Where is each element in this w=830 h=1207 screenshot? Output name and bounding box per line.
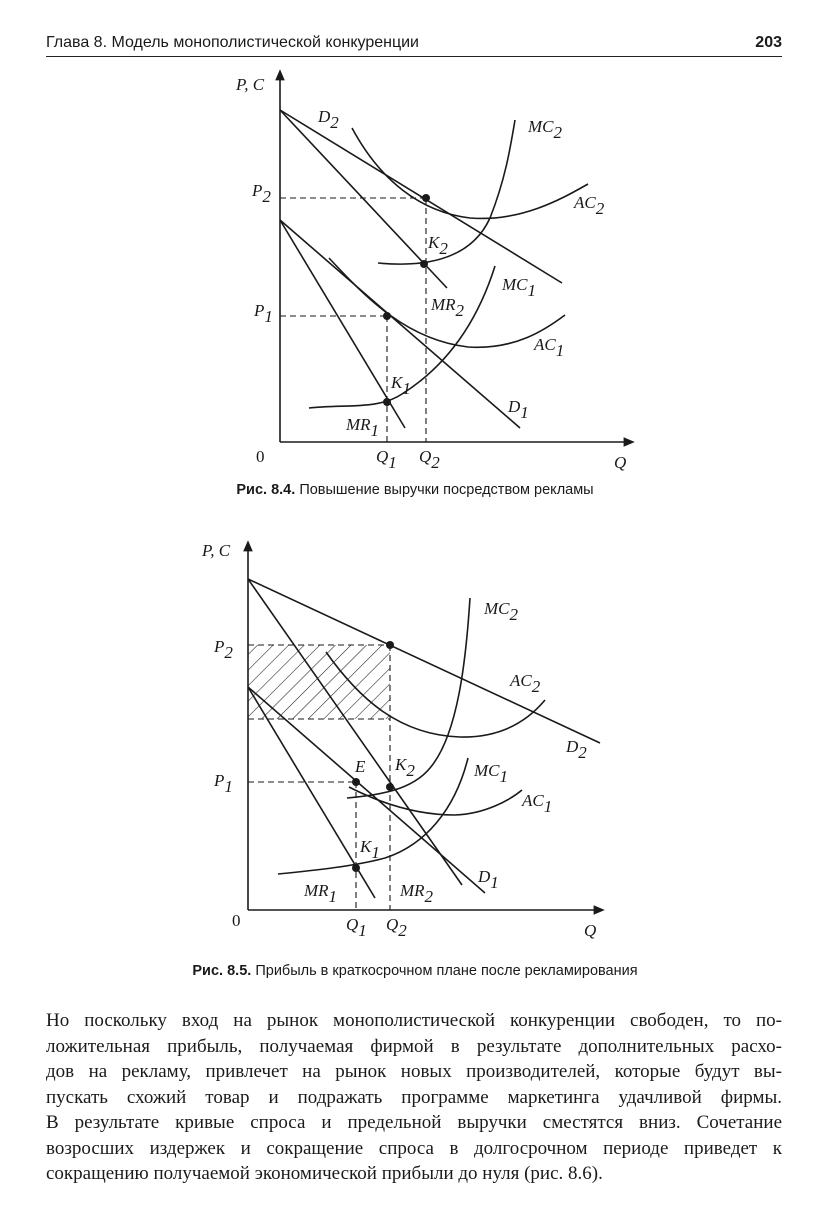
svg-text:MC2: MC2	[484, 599, 518, 624]
point-k1	[383, 398, 391, 406]
paragraph-line: ложительная прибыль, получаемая фирмой в результате дополнительных расхо-	[46, 1035, 782, 1057]
svg-text:AC1: AC1	[522, 791, 553, 816]
svg-text:K2: K2	[428, 233, 448, 258]
point-d2-ac2	[422, 194, 430, 202]
svg-text:D1: D1	[478, 867, 499, 892]
figure-8-4-caption: Рис. 8.4. Повышение выручки посредством рекламы	[236, 482, 594, 498]
point-d1-ac1	[383, 312, 391, 320]
figure-8-5-caption: Рис. 8.5. Прибыль в краткосрочном плане после рекламирования	[192, 963, 638, 979]
x-axis-label: Q	[584, 921, 597, 940]
svg-text:Q1: Q1	[346, 915, 367, 940]
chapter-title: Глава 8. Модель монополистической конкуренции	[46, 34, 419, 51]
svg-text:D2: D2	[566, 737, 587, 762]
figure-8-4	[0, 0, 830, 480]
svg-text:D1: D1	[508, 397, 529, 422]
demand-curve-d1	[280, 220, 520, 428]
svg-text:D2: D2	[318, 107, 339, 132]
body-paragraph	[46, 1008, 782, 1187]
mr-curve-mr2	[248, 579, 462, 885]
paragraph-line: сокращению получаемой экономической прибыли до нуля (рис. 8.6).	[46, 1163, 603, 1184]
svg-text:MC1: MC1	[502, 275, 536, 300]
svg-text:K1: K1	[360, 837, 380, 862]
svg-text:P2: P2	[252, 181, 271, 206]
svg-text:Q2: Q2	[419, 447, 440, 472]
point-d2-p2	[386, 641, 394, 649]
svg-text:MC1: MC1	[474, 761, 508, 786]
svg-text:Q1: Q1	[376, 447, 397, 472]
paragraph-line: пускать схожий товар и подражать программе маркетинга удачливой фирмы.	[46, 1086, 782, 1108]
figure-8-5	[0, 520, 830, 970]
svg-text:P1: P1	[254, 301, 273, 326]
svg-text:Q2: Q2	[386, 915, 407, 940]
svg-text:MR2: MR2	[400, 881, 434, 906]
svg-text:AC1: AC1	[534, 335, 565, 360]
paragraph-line: Но поскольку вход на рынок монополистической конкуренции свободен, то по-	[46, 1010, 782, 1031]
y-axis-label: P, C	[236, 75, 265, 94]
point-k2	[386, 783, 394, 791]
svg-text:P1: P1	[214, 771, 233, 796]
svg-text:K2: K2	[395, 755, 415, 780]
svg-text:MC2: MC2	[528, 117, 562, 142]
paragraph-line: дов на рекламу, привлечет на рынок новых производителей, которые будут вы-	[46, 1061, 782, 1082]
svg-text:MR1: MR1	[304, 881, 338, 906]
svg-text:AC2: AC2	[510, 671, 541, 696]
origin-label: 0	[232, 911, 241, 930]
y-axis-label: P, C	[202, 541, 231, 560]
profit-area-hatched	[248, 645, 390, 719]
point-k2	[420, 260, 428, 268]
x-axis-label: Q	[614, 453, 627, 472]
point-k1	[352, 864, 360, 872]
svg-text:MR1: MR1	[346, 415, 380, 440]
paragraph-line: возросших издержек и сокращение спроса в долгосрочном периоде приведет к	[46, 1137, 782, 1159]
mr-curve-mr1	[280, 220, 405, 428]
paragraph-line: В результате кривые спроса и предельной выручки сместятся вниз. Сочетание	[46, 1112, 782, 1133]
svg-text:P2: P2	[214, 637, 233, 662]
ac-curve-ac1	[349, 787, 522, 815]
svg-text:AC2: AC2	[574, 193, 605, 218]
svg-text:MR2: MR2	[431, 295, 465, 320]
origin-label: 0	[256, 447, 265, 466]
point-e	[352, 778, 360, 786]
svg-text:K1: K1	[391, 373, 411, 398]
page-number: 203	[755, 34, 782, 51]
point-e-label: E	[355, 757, 366, 776]
